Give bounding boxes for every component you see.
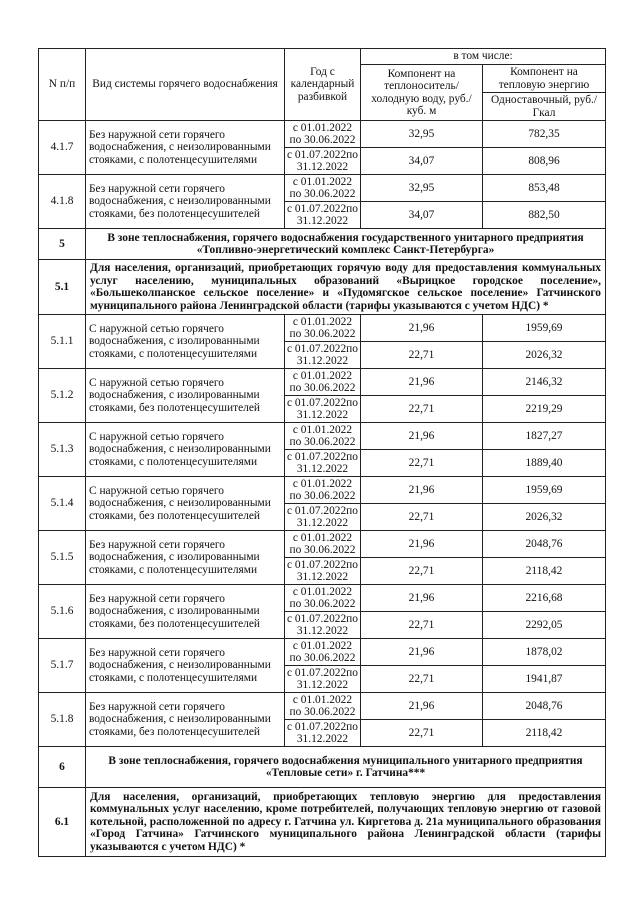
heat-component: 2219,29 xyxy=(483,396,606,423)
heat-component: 2118,42 xyxy=(483,558,606,585)
subsection-5-1-row xyxy=(39,260,606,315)
water-component: 22,71 xyxy=(361,612,483,639)
heat-component: 1959,69 xyxy=(483,477,606,504)
section-5-number: 5 xyxy=(39,229,86,260)
period-first-half: с 01.01.2022 по 30.06.2022 xyxy=(285,477,361,504)
period-second-half: с 01.07.2022по 31.12.2022 xyxy=(285,558,361,585)
header-comp2-sub: Одноставочный, руб./Гкал xyxy=(483,93,606,121)
period-second-half: с 01.07.2022по 31.12.2022 xyxy=(285,504,361,531)
table-row xyxy=(39,369,606,396)
water-component: 22,71 xyxy=(361,666,483,693)
row-number: 5.1.2 xyxy=(39,369,86,423)
row-description: Без наружной сети горячего водоснабжения, с неизолированными стояками, без полотенцесушителей xyxy=(86,175,285,229)
heat-component: 782,35 xyxy=(483,121,606,148)
heat-component: 853,48 xyxy=(483,175,606,202)
header-year: Год с календарный разбивкой xyxy=(285,49,361,121)
heat-component: 1889,40 xyxy=(483,450,606,477)
tariff-table xyxy=(38,48,606,857)
water-component: 21,96 xyxy=(361,477,483,504)
period-second-half: с 01.07.2022по 31.12.2022 xyxy=(285,720,361,747)
row-number: 5.1.5 xyxy=(39,531,86,585)
row-description: Без наружной сети горячего водоснабжения, с изолированными стояками, с полотенцесушителями xyxy=(86,531,285,585)
row-description: Без наружной сети горячего водоснабжения, с неизолированными стояками, с полотенцесушителями xyxy=(86,121,285,175)
row-number: 5.1.1 xyxy=(39,315,86,369)
water-component: 22,71 xyxy=(361,396,483,423)
period-first-half: с 01.01.2022 по 30.06.2022 xyxy=(285,531,361,558)
heat-component: 2216,68 xyxy=(483,585,606,612)
heat-component: 2026,32 xyxy=(483,342,606,369)
table-row xyxy=(39,477,606,504)
subsection-5-1-title: Для населения, организаций, приобретающих горячую воду для предоставления коммунальных услуг населению, муниципальных образований «Вырицкое городское поселение», «Большеколпанское сельское поселение» и «Пудомягское сельское поселение» Гатчинского муниципального района Ленинградской области (тарифы указываются с учетом НДС) * xyxy=(86,260,606,315)
heat-component: 2292,05 xyxy=(483,612,606,639)
heat-component: 2146,32 xyxy=(483,369,606,396)
heat-component: 2026,32 xyxy=(483,504,606,531)
water-component: 21,96 xyxy=(361,639,483,666)
row-description: Без наружной сети горячего водоснабжения, с неизолированными стояками, с полотенцесушителями xyxy=(86,639,285,693)
section-6-row xyxy=(39,747,606,788)
water-component: 22,71 xyxy=(361,450,483,477)
header-incl: в том числе: xyxy=(361,49,606,65)
subsection-6-1-title: Для населения, организаций, приобретающих тепловую энергию для предоставления коммунальных услуг населению, кроме потребителей, получающих тепловую энергию от газовой котельной, расположенной по адресу г. Гатчина ул. Киргетова д. 21а муниципального образования «Город Гатчина» Гатчинского муниципального района Ленинградской области (тарифы указываются с учетом НДС) * xyxy=(86,788,606,857)
period-first-half: с 01.01.2022 по 30.06.2022 xyxy=(285,121,361,148)
header-num: N п/п xyxy=(39,49,86,121)
row-description: Без наружной сети горячего водоснабжения, с неизолированными стояками, без полотенцесушителей xyxy=(86,693,285,747)
heat-component: 808,96 xyxy=(483,148,606,175)
water-component: 32,95 xyxy=(361,121,483,148)
subsection-6-1-row xyxy=(39,788,606,857)
period-first-half: с 01.01.2022 по 30.06.2022 xyxy=(285,369,361,396)
row-description: С наружной сетью горячего водоснабжения, с изолированными стояками, с полотенцесушителями xyxy=(86,315,285,369)
table-row xyxy=(39,121,606,148)
table-row xyxy=(39,585,606,612)
water-component: 22,71 xyxy=(361,558,483,585)
water-component: 21,96 xyxy=(361,585,483,612)
row-number: 5.1.3 xyxy=(39,423,86,477)
row-description: Без наружной сети горячего водоснабжения, с изолированными стояками, без полотенцесушителей xyxy=(86,585,285,639)
table-row xyxy=(39,315,606,342)
heat-component: 1827,27 xyxy=(483,423,606,450)
row-number: 5.1.4 xyxy=(39,477,86,531)
heat-component: 2118,42 xyxy=(483,720,606,747)
row-number: 5.1.6 xyxy=(39,585,86,639)
period-first-half: с 01.01.2022 по 30.06.2022 xyxy=(285,315,361,342)
water-component: 34,07 xyxy=(361,202,483,229)
period-first-half: с 01.01.2022 по 30.06.2022 xyxy=(285,639,361,666)
heat-component: 1941,87 xyxy=(483,666,606,693)
period-first-half: с 01.01.2022 по 30.06.2022 xyxy=(285,585,361,612)
subsection-5-1-number: 5.1 xyxy=(39,260,86,315)
section-5-title: В зоне теплоснабжения, горячего водоснабжения государственного унитарного предприятия «Топливно-энергетический комплекс Санкт-Петербурга» xyxy=(86,229,606,260)
heat-component: 1959,69 xyxy=(483,315,606,342)
water-component: 21,96 xyxy=(361,423,483,450)
row-description: С наружной сетью горячего водоснабжения, с неизолированными стояками, без полотенцесушителей xyxy=(86,477,285,531)
period-second-half: с 01.07.2022по 31.12.2022 xyxy=(285,612,361,639)
heat-component: 882,50 xyxy=(483,202,606,229)
water-component: 22,71 xyxy=(361,342,483,369)
row-description: С наружной сетью горячего водоснабжения, с изолированными стояками, без полотенцесушителей xyxy=(86,369,285,423)
period-first-half: с 01.01.2022 по 30.06.2022 xyxy=(285,423,361,450)
period-second-half: с 01.07.2022по 31.12.2022 xyxy=(285,148,361,175)
header-type: Вид системы горячего водоснабжения xyxy=(86,49,285,121)
water-component: 21,96 xyxy=(361,315,483,342)
table-row xyxy=(39,639,606,666)
water-component: 22,71 xyxy=(361,720,483,747)
heat-component: 2048,76 xyxy=(483,693,606,720)
row-number: 4.1.7 xyxy=(39,121,86,175)
period-second-half: с 01.07.2022по 31.12.2022 xyxy=(285,666,361,693)
table-row xyxy=(39,423,606,450)
period-second-half: с 01.07.2022по 31.12.2022 xyxy=(285,202,361,229)
row-description: С наружной сетью горячего водоснабжения, с неизолированными стояками, с полотенцесушителями xyxy=(86,423,285,477)
water-component: 21,96 xyxy=(361,369,483,396)
heat-component: 2048,76 xyxy=(483,531,606,558)
period-second-half: с 01.07.2022по 31.12.2022 xyxy=(285,450,361,477)
row-number: 5.1.8 xyxy=(39,693,86,747)
row-number: 5.1.7 xyxy=(39,639,86,693)
heat-component: 1878,02 xyxy=(483,639,606,666)
row-number: 4.1.8 xyxy=(39,175,86,229)
subsection-6-1-number: 6.1 xyxy=(39,788,86,857)
table-row xyxy=(39,693,606,720)
section-5-row xyxy=(39,229,606,260)
period-second-half: с 01.07.2022по 31.12.2022 xyxy=(285,342,361,369)
water-component: 32,95 xyxy=(361,175,483,202)
period-first-half: с 01.01.2022 по 30.06.2022 xyxy=(285,693,361,720)
water-component: 21,96 xyxy=(361,693,483,720)
period-second-half: с 01.07.2022по 31.12.2022 xyxy=(285,396,361,423)
period-first-half: с 01.01.2022 по 30.06.2022 xyxy=(285,175,361,202)
section-6-title: В зоне теплоснабжения, горячего водоснабжения муниципального унитарного предприятия «Тепловые сети» г. Гатчина*** xyxy=(86,747,606,788)
header-comp1: Компонент на теплоноситель/ холодную воду, руб./куб. м xyxy=(361,65,483,121)
section-6-number: 6 xyxy=(39,747,86,788)
water-component: 21,96 xyxy=(361,531,483,558)
water-component: 22,71 xyxy=(361,504,483,531)
header-comp2: Компонент на тепловую энергию xyxy=(483,65,606,93)
table-row xyxy=(39,531,606,558)
table-row xyxy=(39,175,606,202)
water-component: 34,07 xyxy=(361,148,483,175)
